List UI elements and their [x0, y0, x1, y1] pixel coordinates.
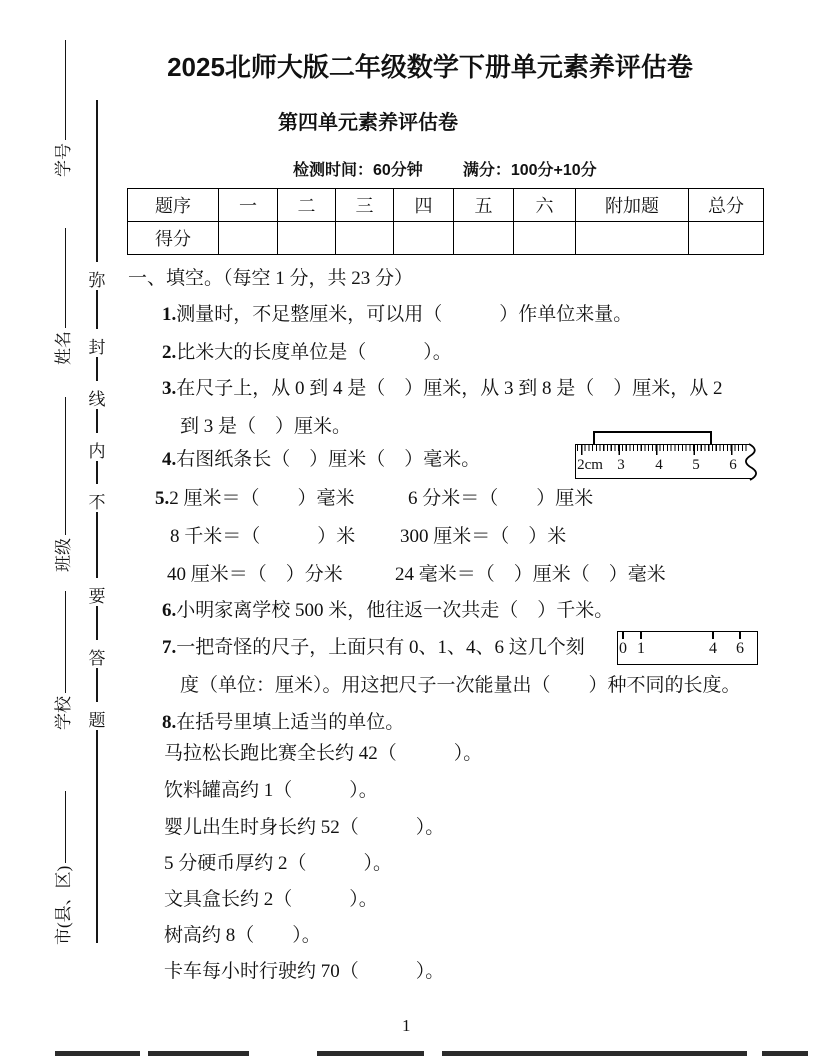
field-label: 学号: [54, 143, 73, 177]
exam-info: [293, 161, 597, 180]
ruler-label: 2cm: [577, 457, 603, 473]
seal-line-segment: [96, 730, 98, 943]
score-cell: [394, 222, 454, 255]
fill-line: [65, 40, 66, 140]
question-7-line2: 度（单位：厘米）。用这把尺子一次能量出（ ）种不同的长度。: [180, 675, 741, 696]
seal-char: 线: [88, 390, 106, 409]
seal-char: 答: [88, 649, 106, 668]
seal-char: 题: [88, 711, 106, 730]
seal-line-segment: [96, 606, 98, 640]
ruler-label: 0: [619, 640, 627, 657]
seal-char: 要: [88, 587, 106, 606]
field-label: 姓名: [54, 331, 73, 365]
field-school: [54, 591, 74, 730]
page-number: 1: [402, 1016, 411, 1035]
question-5-line2-right: 300 厘米＝（ ）米: [400, 526, 567, 547]
ruler-tick: [712, 632, 714, 639]
question-8-item: 5 分硬币厚约 2（ ）。: [164, 853, 393, 874]
scan-artifact: [317, 1051, 424, 1056]
question-number: 1.: [162, 304, 177, 325]
seal-line-segment: [96, 668, 98, 702]
seal-char: 封: [88, 338, 106, 357]
question-text: 在括号里填上适当的单位。: [176, 712, 405, 733]
fill-line: [65, 791, 66, 863]
scan-artifact: [55, 1051, 140, 1056]
question-number: 4.: [162, 449, 177, 470]
question-5-line1-right: 6 分米＝（ ）厘米: [408, 488, 594, 509]
ruler-tick: [622, 632, 624, 639]
fill-line: [65, 228, 66, 328]
section1-heading: 一、填空。（每空 1 分，共 23 分）: [128, 268, 414, 289]
seal-char: 弥: [88, 271, 106, 290]
field-class: [54, 397, 74, 572]
seal-line-segment: [96, 461, 98, 484]
header-cell: 附加题: [576, 189, 689, 222]
ruler-figure-q7: [617, 631, 758, 665]
page-title: 2025北师大版二年级数学下册单元素养评估卷: [167, 52, 693, 82]
question-text: 小明家离学校 500 米，他往返一次共走（ ）千米。: [176, 600, 614, 621]
question-3-line2: 到 3 是（ ）厘米。: [180, 416, 352, 437]
question-number: 6.: [162, 600, 177, 621]
question-number: 5.: [155, 488, 170, 509]
header-cell: 三: [336, 189, 394, 222]
ruler-tick: [640, 632, 642, 639]
ruler-label: 1: [637, 640, 645, 657]
exam-time: 检测时间：60分钟: [293, 162, 423, 179]
ruler-label: 6: [736, 640, 744, 657]
field-name: [54, 228, 74, 365]
question-text: 测量时，不足整厘米，可以用（ ）作单位来量。: [176, 304, 633, 325]
field-label: 学校: [54, 696, 73, 730]
header-cell: 总分: [689, 189, 764, 222]
ruler-label: 4: [709, 640, 717, 657]
seal-char: 内: [88, 442, 106, 461]
score-cell: [454, 222, 514, 255]
score-cell: [514, 222, 576, 255]
seal-line-segment: [96, 512, 98, 578]
question-2: [162, 342, 452, 364]
question-1: [162, 304, 632, 326]
question-text: 在尺子上，从 0 到 4 是（ ）厘米，从 3 到 8 是（ ）厘米，从 2: [176, 378, 723, 399]
field-city-district: [54, 791, 74, 945]
question-8-item: 婴儿出生时身长约 52（ ）。: [164, 817, 445, 838]
fill-line: [65, 591, 66, 693]
question-8-item: 卡车每小时行驶约 70（ ）。: [164, 961, 445, 982]
score-cell: [689, 222, 764, 255]
question-number: 2.: [162, 342, 177, 363]
question-8-item: 文具盒长约 2（ ）。: [164, 889, 378, 910]
ruler-label: 3: [617, 457, 625, 473]
field-label: 市(县、区): [54, 865, 73, 945]
question-8-item: 饮料罐高约 1（ ）。: [164, 780, 378, 801]
seal-line-segment: [96, 409, 98, 433]
question-6: [162, 600, 613, 622]
question-3-line1: [162, 378, 723, 400]
header-cell: 一: [219, 189, 278, 222]
question-5-line3-right: 24 毫米＝（ ）厘米（ ）毫米: [395, 564, 666, 585]
header-cell: 二: [278, 189, 336, 222]
ruler-major-ticks: [581, 445, 739, 455]
scan-artifact: [148, 1051, 249, 1056]
header-cell: 五: [454, 189, 514, 222]
header-cell: 六: [514, 189, 576, 222]
question-4: [162, 449, 480, 471]
seal-line-segment: [96, 357, 98, 381]
field-student-id: [54, 40, 74, 177]
ruler-figure-q4: [575, 444, 754, 479]
header-cell: 四: [394, 189, 454, 222]
question-text: 右图纸条长（ ）厘米（ ）毫米。: [176, 449, 481, 470]
question-7-line1: [162, 637, 585, 659]
question-8: [162, 712, 404, 734]
score-cell: [336, 222, 394, 255]
question-5-line1-left: [155, 488, 355, 510]
ruler-label: 5: [692, 457, 700, 473]
seal-line-segment: [96, 100, 98, 262]
page-subtitle: 第四单元素养评估卷: [278, 112, 458, 134]
question-5-line3-left: 40 厘米＝（ ）分米: [167, 564, 343, 585]
ruler-tick: [739, 632, 741, 639]
fill-line: [65, 397, 66, 535]
question-5-line2-left: 8 千米＝（ ）米: [170, 526, 356, 547]
ruler-label: 4: [655, 457, 663, 473]
header-cell: 题序: [128, 189, 219, 222]
exam-score: 满分：100分+10分: [462, 162, 597, 179]
score-cell: [219, 222, 278, 255]
score-cell: [576, 222, 689, 255]
score-cell: [278, 222, 336, 255]
seal-char: 不: [88, 493, 106, 512]
question-number: 3.: [162, 378, 177, 399]
ruler-label: 6: [729, 457, 737, 473]
score-table: [127, 188, 764, 255]
score-table-score-row: [128, 222, 764, 255]
question-text: 2 厘米＝（ ）毫米: [169, 488, 355, 509]
score-table-header-row: [128, 189, 764, 222]
score-row-label: 得分: [128, 222, 219, 255]
scan-artifact: [442, 1051, 747, 1056]
question-text: 一把奇怪的尺子，上面只有 0、1、4、6 这几个刻: [176, 637, 585, 658]
question-text: 比米大的长度单位是（ ）。: [176, 342, 452, 363]
scan-artifact: [762, 1051, 808, 1056]
ruler-torn-edge: [745, 441, 767, 482]
question-8-item: 马拉松长跑比赛全长约 42（ ）。: [164, 743, 483, 764]
question-8-item: 树高约 8（ ）。: [164, 925, 321, 946]
question-number: 8.: [162, 712, 177, 733]
seal-line-segment: [96, 290, 98, 329]
field-label: 班级: [54, 538, 73, 572]
question-number: 7.: [162, 637, 177, 658]
